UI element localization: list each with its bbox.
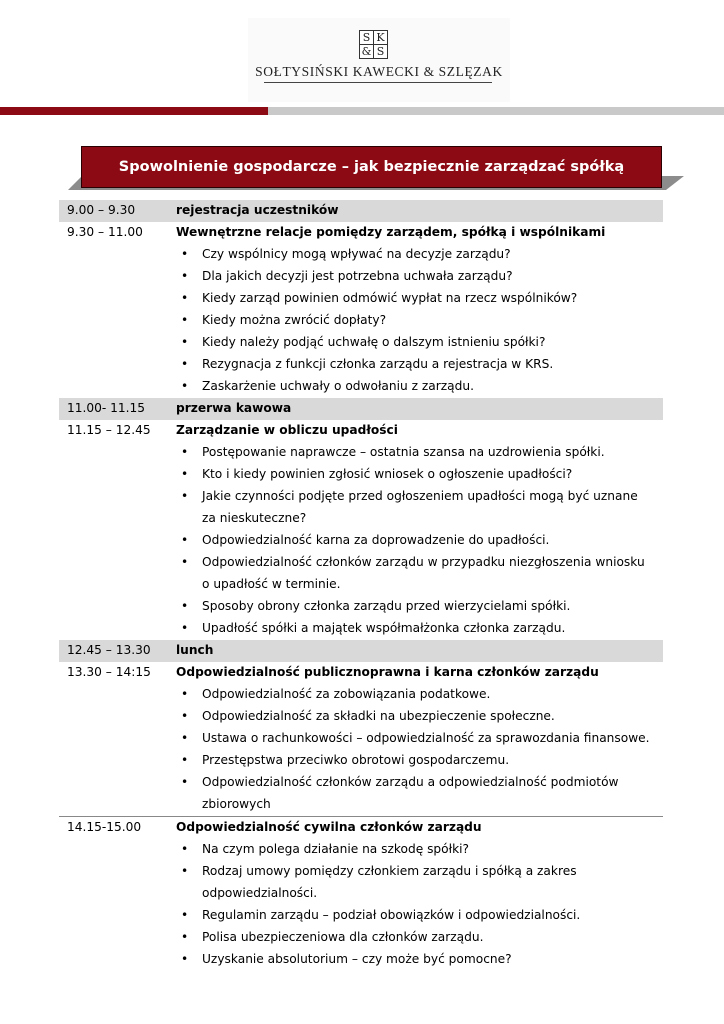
agenda-item [59,927,663,949]
agenda-item [59,596,663,618]
bullet-icon: • [181,621,189,635]
agenda-item-text: Kto i kiedy powinien zgłosić wniosek o ogłoszenie upadłości? [202,467,573,481]
agenda-item [59,684,663,706]
agenda-item [59,464,663,486]
agenda-item [59,288,663,310]
agenda-item [59,332,663,354]
agenda-item [59,530,663,552]
agenda-topic: Wewnętrzne relacje pomiędzy zarządem, spółką i wspólnikami [176,225,606,239]
bullet-icon: • [181,269,189,283]
agenda-time: 13.30 – 14:15 [67,665,151,679]
bullet-icon: • [181,599,189,613]
agenda-item [59,750,663,772]
agenda-topic: Odpowiedzialność publicznoprawna i karna członków zarządu [176,665,599,679]
agenda-row [59,200,663,222]
agenda-item-text: Odpowiedzialność członków zarządu a odpowiedzialność podmiotów [202,775,619,789]
bullet-icon: • [181,533,189,547]
agenda-item [59,839,663,861]
agenda-item-text: Rezygnacja z funkcji członka zarządu a rejestracja w KRS. [202,357,554,371]
agenda-topic: rejestracja uczestników [176,203,339,217]
bullet-icon: • [181,709,189,723]
bullet-icon: • [181,842,189,856]
agenda-item [59,861,663,883]
agenda-item-text: Ustawa o rachunkowości – odpowiedzialność za sprawozdania finansowe. [202,731,650,745]
firm-logo [248,18,510,102]
agenda-row [59,420,663,442]
agenda-time: 12.45 – 13.30 [67,643,151,657]
agenda-item-text: za nieskuteczne? [202,511,307,525]
agenda-time: 11.15 – 12.45 [67,423,151,437]
agenda-item-text: Upadłość spółki a majątek współmałżonka członka zarządu. [202,621,566,635]
agenda-item [59,442,663,464]
bullet-icon: • [181,908,189,922]
agenda-item-text: Przestępstwa przeciwko obrotowi gospodarczemu. [202,753,510,767]
agenda-item [59,905,663,927]
agenda-item-text: Odpowiedzialność karna za doprowadzenie do upadłości. [202,533,550,547]
agenda-item [59,266,663,288]
agenda-item [59,486,663,508]
bullet-icon: • [181,864,189,878]
agenda-item-text: Na czym polega działanie na szkodę spółki? [202,842,469,856]
agenda-item [59,552,663,574]
bullet-icon: • [181,247,189,261]
header-bar-grey [268,107,724,115]
logo-cell: & [359,44,374,59]
agenda-item-text: Sposoby obrony członka zarządu przed wierzycielami spółki. [202,599,571,613]
page-title: Spowolnienie gospodarcze – jak bezpiecznie zarządzać spółką [81,146,662,188]
bullet-icon: • [181,555,189,569]
logo-rule [264,82,492,83]
logo-monogram [359,30,389,60]
agenda-item-text: zbiorowych [202,797,271,811]
agenda-item-text: Polisa ubezpieczeniowa dla członków zarządu. [202,930,484,944]
agenda-item-text: o upadłość w terminie. [202,577,341,591]
bullet-icon: • [181,952,189,966]
bullet-icon: • [181,445,189,459]
bullet-icon: • [181,775,189,789]
agenda-item-text: Kiedy należy podjąć uchwałę o dalszym istnieniu spółki? [202,335,546,349]
agenda-item [59,883,663,905]
agenda-topic: Zarządzanie w obliczu upadłości [176,423,398,437]
agenda-item-text: Postępowanie naprawcze – ostatnia szansa na uzdrowienia spółki. [202,445,605,459]
agenda-item [59,706,663,728]
agenda-item [59,310,663,332]
agenda-item-text: Odpowiedzialność członków zarządu w przypadku niezgłoszenia wniosku [202,555,645,569]
agenda-row [59,662,663,684]
agenda-item [59,354,663,376]
bullet-icon: • [181,489,189,503]
firm-name: SOŁTYSIŃSKI KAWECKI & SZLĘZAK [255,64,503,79]
agenda-time: 9.00 – 9.30 [67,203,136,217]
logo-cell: K [373,30,388,45]
agenda-item [59,508,663,530]
bullet-icon: • [181,687,189,701]
bullet-icon: • [181,753,189,767]
agenda-item [59,728,663,750]
bullet-icon: • [181,930,189,944]
agenda-item-text: Odpowiedzialność za składki na ubezpieczenie społeczne. [202,709,555,723]
agenda-time: 11.00- 11.15 [67,401,146,415]
agenda-item [59,574,663,596]
agenda-item-text: odpowiedzialności. [202,886,318,900]
agenda-item-text: Kiedy można zwrócić dopłaty? [202,313,387,327]
agenda-item-text: Uzyskanie absolutorium – czy może być pomocne? [202,952,512,966]
agenda-item [59,376,663,398]
agenda-time: 9.30 – 11.00 [67,225,143,239]
agenda-item-text: Czy wspólnicy mogą wpływać na decyzje zarządu? [202,247,511,261]
agenda-topic: Odpowiedzialność cywilna członków zarządu [176,820,482,834]
agenda-item [59,244,663,266]
agenda-table [59,200,663,971]
bullet-icon: • [181,335,189,349]
bullet-icon: • [181,379,189,393]
agenda-item-text: Dla jakich decyzji jest potrzebna uchwała zarządu? [202,269,513,283]
agenda-item-text: Kiedy zarząd powinien odmówić wypłat na rzecz wspólników? [202,291,578,305]
bullet-icon: • [181,357,189,371]
agenda-item-text: Odpowiedzialność za zobowiązania podatkowe. [202,687,491,701]
agenda-row [59,222,663,244]
agenda-row [59,816,663,839]
agenda-item-text: Zaskarżenie uchwały o odwołaniu z zarządu. [202,379,474,393]
agenda-item [59,794,663,816]
bullet-icon: • [181,731,189,745]
logo-cell: S [373,44,388,59]
agenda-item-text: Regulamin zarządu – podział obowiązków i odpowiedzialności. [202,908,581,922]
logo-cell: S [359,30,374,45]
agenda-topic: przerwa kawowa [176,401,292,415]
bullet-icon: • [181,291,189,305]
bullet-icon: • [181,313,189,327]
agenda-time: 14.15-15.00 [67,820,142,834]
agenda-item [59,949,663,971]
agenda-topic: lunch [176,643,214,657]
agenda-row [59,398,663,420]
header-bar-red [0,107,268,115]
bullet-icon: • [181,467,189,481]
agenda-item-text: Rodzaj umowy pomiędzy członkiem zarządu i spółką a zakres [202,864,577,878]
agenda-item [59,772,663,794]
agenda-item-text: Jakie czynności podjęte przed ogłoszeniem upadłości mogą być uznane [202,489,638,503]
agenda-row [59,640,663,662]
agenda-item [59,618,663,640]
